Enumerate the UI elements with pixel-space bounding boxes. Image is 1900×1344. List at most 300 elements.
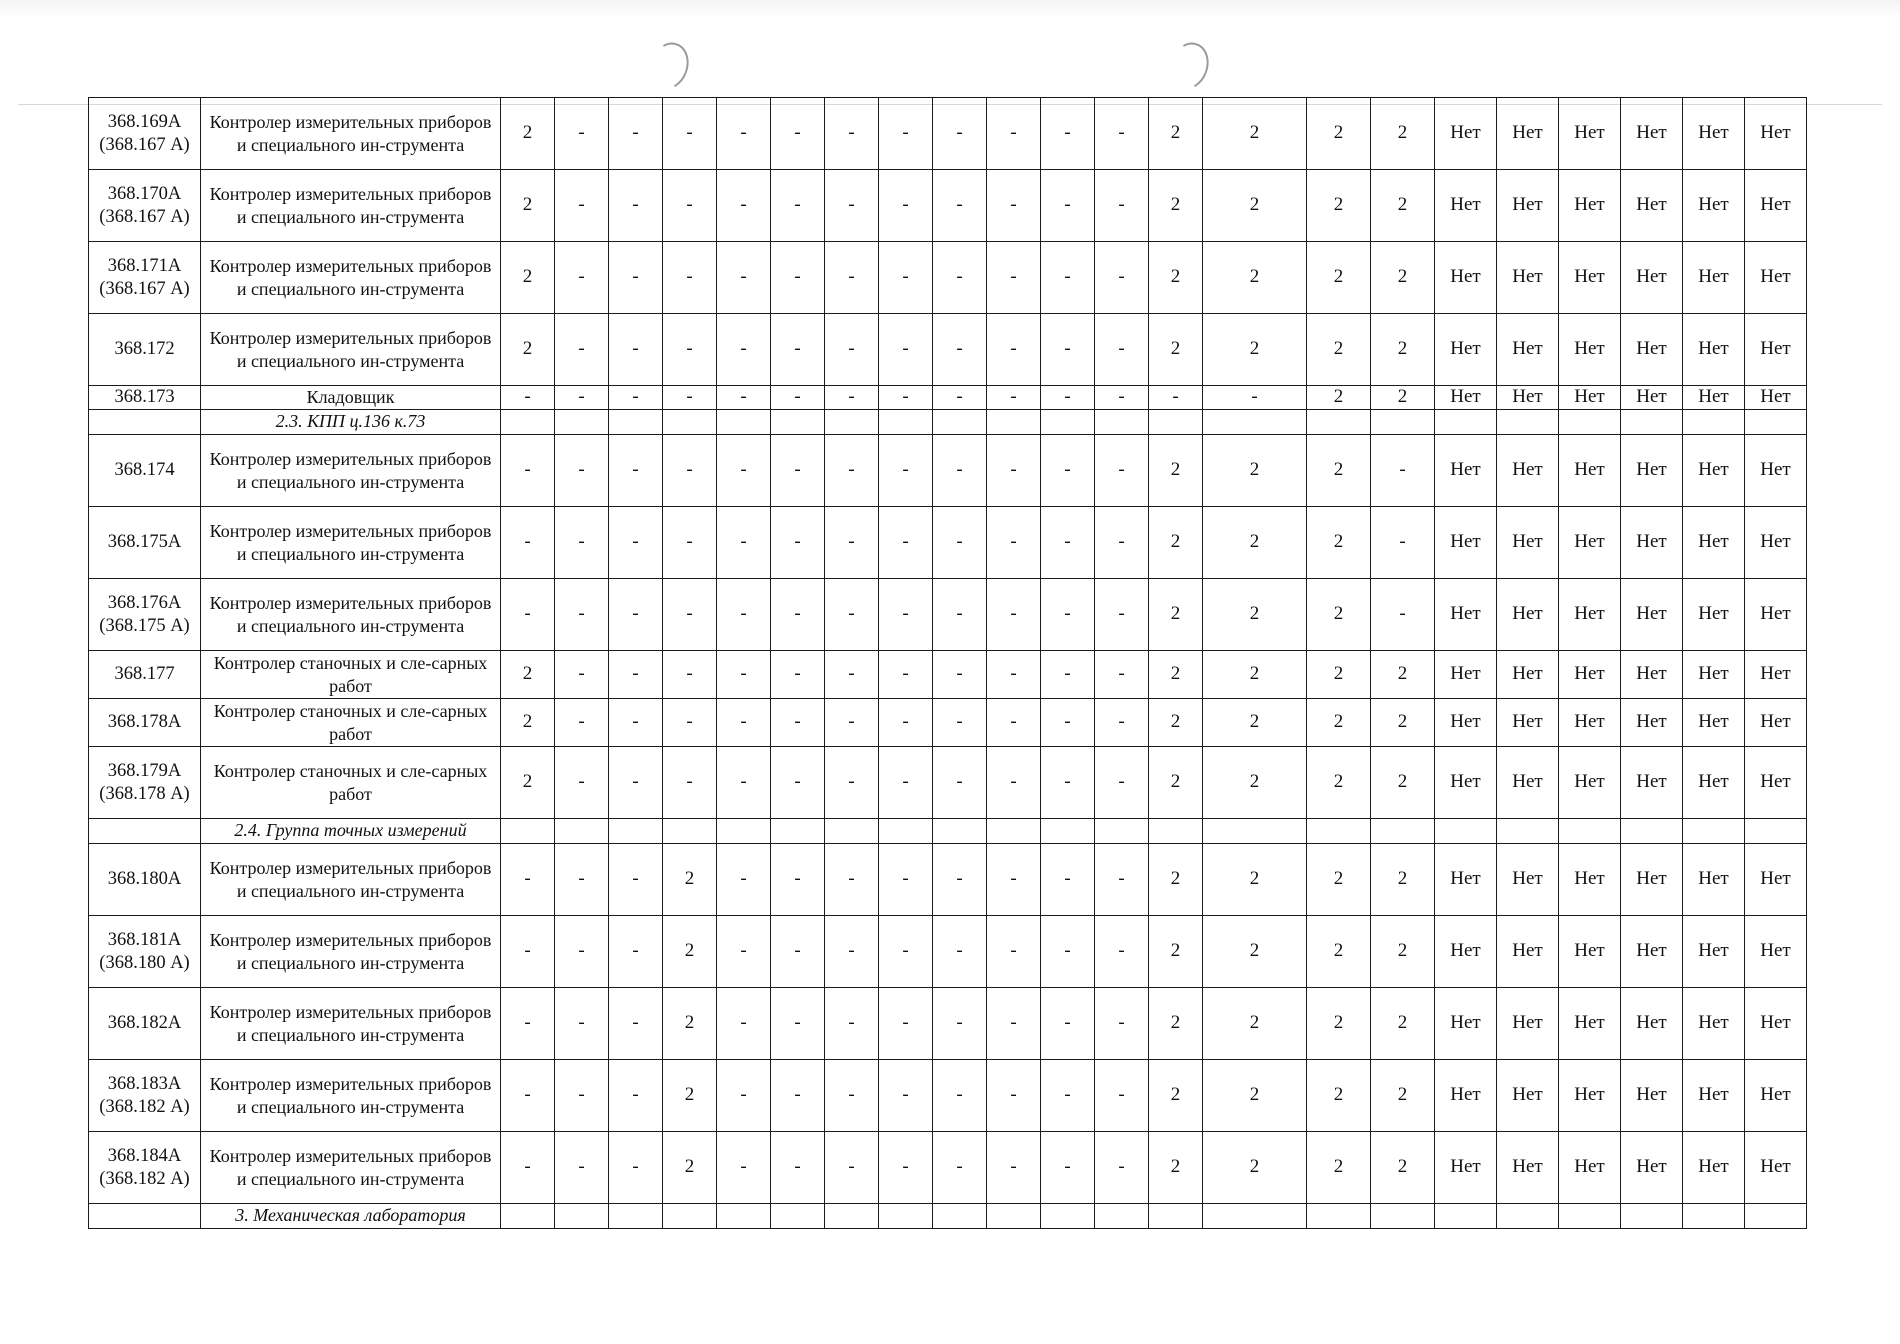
guarantee-flag-cell: Нет [1621,844,1683,916]
factor-class-cell: - [1095,170,1149,242]
guarantee-flag-cell: Нет [1621,1060,1683,1132]
factor-class-cell: - [717,988,771,1060]
factor-class-cell: - [987,170,1041,242]
factor-class-cell: - [609,747,663,819]
factor-class-cell: - [879,386,933,410]
factor-class-cell: 2 [1371,651,1435,699]
workplace-code: 368.175А [89,507,201,579]
factor-class-cell: - [825,170,879,242]
factor-class-cell: 2 [1307,507,1371,579]
factor-class-cell: - [933,1060,987,1132]
factor-class-cell: - [879,651,933,699]
factor-class-cell: - [771,386,825,410]
empty-cell [933,410,987,435]
factor-class-cell: - [933,916,987,988]
empty-cell [1371,1204,1435,1229]
factor-class-cell: 2 [1203,1060,1307,1132]
factor-class-cell: - [933,314,987,386]
section-title: 3. Механическая лаборатория [201,1204,501,1229]
factor-class-cell: - [555,699,609,747]
factor-class-cell: - [1095,1060,1149,1132]
factor-class-cell: - [987,844,1041,916]
job-title: Кладовщик [201,386,501,410]
factor-class-cell: - [771,435,825,507]
empty-cell [1149,819,1203,844]
factor-class-cell: - [1041,916,1095,988]
factor-class-cell: 2 [1307,170,1371,242]
factor-class-cell: - [663,747,717,819]
factor-class-cell: 2 [1371,1060,1435,1132]
guarantee-flag-cell: Нет [1497,242,1559,314]
job-title: Контролер измерительных приборов и специального ин-струмента [201,314,501,386]
factor-class-cell: - [933,170,987,242]
factor-class-cell: - [825,1132,879,1204]
factor-class-cell: - [1095,386,1149,410]
factor-class-cell: 2 [1149,916,1203,988]
factor-class-cell: 2 [1149,699,1203,747]
guarantee-flag-cell: Нет [1683,988,1745,1060]
factor-class-cell: - [933,579,987,651]
workplace-code: 368.182А [89,988,201,1060]
factor-class-cell: - [609,435,663,507]
table-row [89,988,1807,1060]
factor-class-cell: - [987,651,1041,699]
factor-class-cell: - [1041,170,1095,242]
factor-class-cell: - [1149,386,1203,410]
guarantee-flag-cell: Нет [1621,699,1683,747]
factor-class-cell: - [609,651,663,699]
guarantee-flag-cell: Нет [1621,435,1683,507]
guarantee-flag-cell: Нет [1559,579,1621,651]
factor-class-cell: 2 [1371,314,1435,386]
punch-hole-mark [643,37,695,95]
factor-class-cell: - [717,507,771,579]
section-code-cell [89,410,201,435]
guarantee-flag-cell: Нет [1621,916,1683,988]
factor-class-cell: - [1041,435,1095,507]
guarantee-flag-cell: Нет [1559,314,1621,386]
guarantee-flag-cell: Нет [1683,916,1745,988]
factor-class-cell: 2 [501,170,555,242]
factor-class-cell: 2 [1371,1132,1435,1204]
guarantee-flag-cell: Нет [1435,651,1497,699]
job-title: Контролер измерительных приборов и специального ин-струмента [201,435,501,507]
factor-class-cell: - [771,242,825,314]
factor-class-cell: 2 [1203,314,1307,386]
workplace-code: 368.181А (368.180 А) [89,916,201,988]
factor-class-cell: - [771,916,825,988]
page-top-edge [0,0,1900,18]
factor-class-cell: 2 [663,916,717,988]
factor-class-cell: - [933,386,987,410]
factor-class-cell: - [555,314,609,386]
factor-class-cell: - [1041,699,1095,747]
guarantee-flag-cell: Нет [1435,170,1497,242]
section-code-cell [89,819,201,844]
factor-class-cell: - [1041,579,1095,651]
factor-class-cell: 2 [1203,170,1307,242]
empty-cell [933,1204,987,1229]
factor-class-cell: - [609,916,663,988]
factor-class-cell: - [987,242,1041,314]
factor-class-cell: - [933,699,987,747]
guarantee-flag-cell: Нет [1559,916,1621,988]
guarantee-flag-cell: Нет [1559,747,1621,819]
empty-cell [1041,819,1095,844]
empty-cell [1041,1204,1095,1229]
guarantee-flag-cell: Нет [1497,844,1559,916]
punch-hole-mark [1163,37,1215,95]
table-row [89,747,1807,819]
factor-class-cell: - [717,1060,771,1132]
guarantee-flag-cell: Нет [1435,747,1497,819]
table-row [89,579,1807,651]
workplace-code: 368.176А (368.175 А) [89,579,201,651]
guarantee-flag-cell: Нет [1745,1132,1807,1204]
factor-class-cell: 2 [1307,386,1371,410]
factor-class-cell: - [771,1060,825,1132]
empty-cell [987,410,1041,435]
job-title: Контролер измерительных приборов и специального ин-струмента [201,1060,501,1132]
factor-class-cell: - [879,1060,933,1132]
factor-class-cell: 2 [1307,1060,1371,1132]
factor-class-cell: - [717,98,771,170]
factor-class-cell: 2 [1203,747,1307,819]
factor-class-cell: - [1371,507,1435,579]
factor-class-cell: - [555,747,609,819]
factor-class-cell: 2 [1307,98,1371,170]
factor-class-cell: - [555,1060,609,1132]
factor-class-cell: - [1095,98,1149,170]
factor-class-cell: - [1095,314,1149,386]
empty-cell [1095,819,1149,844]
workplace-code: 368.174 [89,435,201,507]
factor-class-cell: - [717,435,771,507]
factor-class-cell: 2 [1307,435,1371,507]
factor-class-cell: 2 [1371,170,1435,242]
factor-class-cell: - [501,988,555,1060]
workplace-code: 368.169А (368.167 А) [89,98,201,170]
factor-class-cell: - [933,98,987,170]
factor-class-cell: 2 [1203,988,1307,1060]
factor-class-cell: 2 [1149,579,1203,651]
factor-class-cell: - [555,1132,609,1204]
empty-cell [663,819,717,844]
guarantee-flag-cell: Нет [1435,844,1497,916]
factor-class-cell: - [717,651,771,699]
factor-class-cell: 2 [501,98,555,170]
factor-class-cell: - [609,988,663,1060]
job-title: Контролер станочных и сле-сарных работ [201,651,501,699]
factor-class-cell: - [879,435,933,507]
factor-class-cell: - [825,651,879,699]
empty-cell [663,1204,717,1229]
job-title: Контролер станочных и сле-сарных работ [201,699,501,747]
empty-cell [1745,819,1807,844]
empty-cell [1307,410,1371,435]
empty-cell [1683,410,1745,435]
workplace-code: 368.183А (368.182 А) [89,1060,201,1132]
factor-class-cell: 2 [1307,844,1371,916]
factor-class-cell: 2 [1149,844,1203,916]
factor-class-cell: - [717,579,771,651]
factor-class-cell: - [1041,988,1095,1060]
factor-class-cell: - [987,988,1041,1060]
empty-cell [1745,410,1807,435]
guarantee-flag-cell: Нет [1559,170,1621,242]
table-row [89,435,1807,507]
factor-class-cell: 2 [1307,988,1371,1060]
guarantee-flag-cell: Нет [1683,242,1745,314]
factor-class-cell: - [1095,242,1149,314]
empty-cell [555,1204,609,1229]
guarantee-flag-cell: Нет [1497,916,1559,988]
guarantee-flag-cell: Нет [1745,651,1807,699]
factor-class-cell: - [933,844,987,916]
factor-class-cell: - [663,699,717,747]
empty-cell [609,819,663,844]
empty-cell [1435,1204,1497,1229]
factor-class-cell: 2 [1307,1132,1371,1204]
factor-class-cell: 2 [1371,699,1435,747]
factor-class-cell: - [1095,507,1149,579]
factor-class-cell: - [609,1060,663,1132]
factor-class-cell: 2 [1203,699,1307,747]
factor-class-cell: 2 [1371,747,1435,819]
factor-class-cell: - [933,242,987,314]
factor-class-cell: - [1041,314,1095,386]
factor-class-cell: 2 [501,699,555,747]
factor-class-cell: 2 [1371,242,1435,314]
factor-class-cell: - [609,844,663,916]
factor-class-cell: - [555,579,609,651]
factor-class-cell: 2 [1149,314,1203,386]
guarantee-flag-cell: Нет [1745,579,1807,651]
empty-cell [1435,410,1497,435]
workplace-assessment-table [88,97,1807,1229]
empty-cell [1497,410,1559,435]
factor-class-cell: - [1041,1060,1095,1132]
guarantee-flag-cell: Нет [1745,916,1807,988]
guarantee-flag-cell: Нет [1745,844,1807,916]
guarantee-flag-cell: Нет [1559,242,1621,314]
guarantee-flag-cell: Нет [1683,1132,1745,1204]
empty-cell [1621,410,1683,435]
factor-class-cell: 2 [1371,98,1435,170]
factor-class-cell: - [555,507,609,579]
table-row [89,1060,1807,1132]
factor-class-cell: - [879,579,933,651]
factor-class-cell: - [1041,98,1095,170]
factor-class-cell: 2 [501,314,555,386]
factor-class-cell: - [1041,386,1095,410]
factor-class-cell: - [771,314,825,386]
factor-class-cell: - [879,1132,933,1204]
factor-class-cell: - [879,988,933,1060]
guarantee-flag-cell: Нет [1435,988,1497,1060]
factor-class-cell: - [825,699,879,747]
empty-cell [1307,1204,1371,1229]
guarantee-flag-cell: Нет [1745,314,1807,386]
job-title: Контролер измерительных приборов и специального ин-струмента [201,98,501,170]
empty-cell [501,410,555,435]
guarantee-flag-cell: Нет [1497,579,1559,651]
guarantee-flag-cell: Нет [1497,98,1559,170]
factor-class-cell: - [1371,579,1435,651]
guarantee-flag-cell: Нет [1621,170,1683,242]
empty-cell [1559,1204,1621,1229]
factor-class-cell: - [609,507,663,579]
guarantee-flag-cell: Нет [1683,507,1745,579]
workplace-code: 368.178А [89,699,201,747]
job-title: Контролер измерительных приборов и специального ин-струмента [201,988,501,1060]
guarantee-flag-cell: Нет [1683,98,1745,170]
factor-class-cell: - [933,988,987,1060]
empty-cell [663,410,717,435]
guarantee-flag-cell: Нет [1745,98,1807,170]
factor-class-cell: - [717,916,771,988]
factor-class-cell: - [987,386,1041,410]
job-title: Контролер станочных и сле-сарных работ [201,747,501,819]
table-row [89,1132,1807,1204]
factor-class-cell: - [1095,747,1149,819]
factor-class-cell: - [825,507,879,579]
guarantee-flag-cell: Нет [1745,170,1807,242]
table-row [89,844,1807,916]
factor-class-cell: - [771,1132,825,1204]
factor-class-cell: - [1095,1132,1149,1204]
workplace-code: 368.177 [89,651,201,699]
guarantee-flag-cell: Нет [1435,386,1497,410]
guarantee-flag-cell: Нет [1497,386,1559,410]
guarantee-flag-cell: Нет [1497,1132,1559,1204]
factor-class-cell: - [663,314,717,386]
empty-cell [501,819,555,844]
factor-class-cell: - [609,386,663,410]
guarantee-flag-cell: Нет [1621,98,1683,170]
guarantee-flag-cell: Нет [1745,507,1807,579]
empty-cell [771,1204,825,1229]
table-row [89,699,1807,747]
factor-class-cell: - [987,314,1041,386]
factor-class-cell: - [933,507,987,579]
guarantee-flag-cell: Нет [1683,747,1745,819]
factor-class-cell: 2 [1149,1132,1203,1204]
factor-class-cell: - [825,386,879,410]
empty-cell [555,410,609,435]
factor-class-cell: - [825,314,879,386]
empty-cell [987,1204,1041,1229]
empty-cell [609,410,663,435]
factor-class-cell: 2 [1149,988,1203,1060]
factor-class-cell: - [879,699,933,747]
empty-cell [501,1204,555,1229]
guarantee-flag-cell: Нет [1559,386,1621,410]
factor-class-cell: - [609,98,663,170]
guarantee-flag-cell: Нет [1621,651,1683,699]
guarantee-flag-cell: Нет [1435,314,1497,386]
factor-class-cell: 2 [1203,98,1307,170]
empty-cell [1149,1204,1203,1229]
factor-class-cell: - [1095,988,1149,1060]
factor-class-cell: - [501,916,555,988]
factor-class-cell: - [879,747,933,819]
factor-class-cell: - [1095,699,1149,747]
workplace-code: 368.170А (368.167 А) [89,170,201,242]
factor-class-cell: 2 [663,844,717,916]
guarantee-flag-cell: Нет [1435,699,1497,747]
factor-class-cell: - [771,844,825,916]
factor-class-cell: - [825,242,879,314]
empty-cell [771,819,825,844]
factor-class-cell: 2 [1307,242,1371,314]
factor-class-cell: - [771,747,825,819]
factor-class-cell: - [933,1132,987,1204]
guarantee-flag-cell: Нет [1621,507,1683,579]
factor-class-cell: - [555,170,609,242]
factor-class-cell: 2 [663,1060,717,1132]
factor-class-cell: - [717,699,771,747]
factor-class-cell: - [1095,579,1149,651]
guarantee-flag-cell: Нет [1621,988,1683,1060]
factor-class-cell: - [879,170,933,242]
factor-class-cell: - [1095,435,1149,507]
table-row [89,651,1807,699]
factor-class-cell: 2 [1307,699,1371,747]
empty-cell [717,1204,771,1229]
guarantee-flag-cell: Нет [1559,1132,1621,1204]
table-row [89,507,1807,579]
table-row [89,314,1807,386]
factor-class-cell: - [825,579,879,651]
factor-class-cell: - [501,579,555,651]
factor-class-cell: - [1203,386,1307,410]
factor-class-cell: - [555,844,609,916]
empty-cell [1497,1204,1559,1229]
empty-cell [555,819,609,844]
factor-class-cell: - [771,699,825,747]
guarantee-flag-cell: Нет [1621,314,1683,386]
factor-class-cell: - [663,170,717,242]
factor-class-cell: 2 [1371,844,1435,916]
empty-cell [933,819,987,844]
guarantee-flag-cell: Нет [1559,98,1621,170]
table-row [89,386,1807,410]
factor-class-cell: 2 [1149,747,1203,819]
guarantee-flag-cell: Нет [1683,844,1745,916]
factor-class-cell: - [663,435,717,507]
empty-cell [879,1204,933,1229]
factor-class-cell: - [609,242,663,314]
factor-class-cell: - [987,916,1041,988]
factor-class-cell: - [987,747,1041,819]
empty-cell [1149,410,1203,435]
empty-cell [1559,819,1621,844]
factor-class-cell: - [555,242,609,314]
factor-class-cell: 2 [1149,242,1203,314]
empty-cell [1203,819,1307,844]
factor-class-cell: - [1095,651,1149,699]
guarantee-flag-cell: Нет [1683,579,1745,651]
factor-class-cell: - [825,1060,879,1132]
guarantee-flag-cell: Нет [1497,747,1559,819]
empty-cell [1041,410,1095,435]
empty-cell [987,819,1041,844]
table-row [89,242,1807,314]
guarantee-flag-cell: Нет [1497,651,1559,699]
job-title: Контролер измерительных приборов и специального ин-струмента [201,242,501,314]
guarantee-flag-cell: Нет [1745,386,1807,410]
